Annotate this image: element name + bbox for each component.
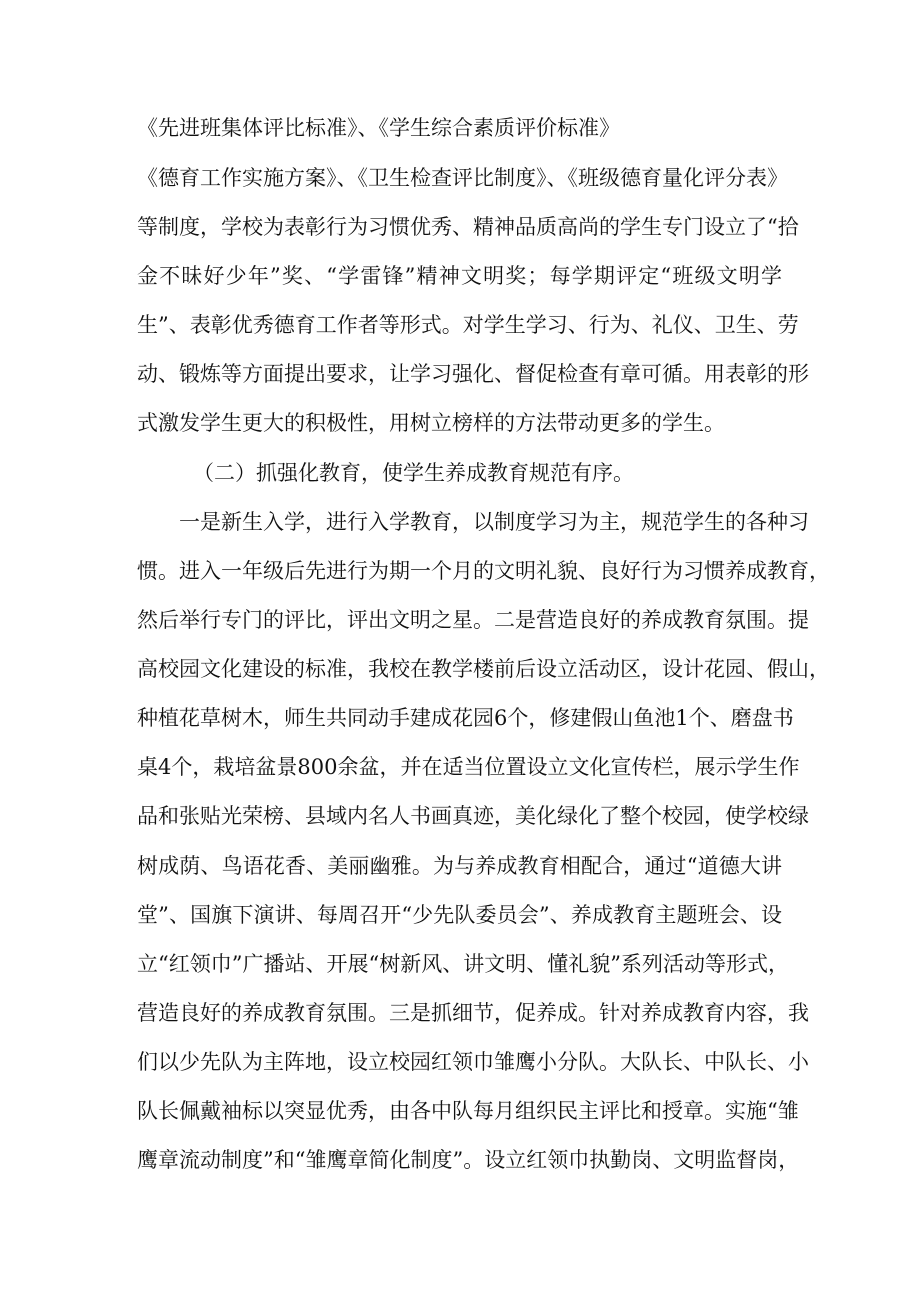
text-line-17: 堂”、国旗下演讲、每周召开“少先队委员会”、养成教育主题班会、设 [137,903,782,927]
text-line-1: 《先进班集体评比标准》、《学生综合素质评价标准》 [137,116,620,140]
text-line-9: 一是新生入学，进行入学教育，以制度学习为主，规范学生的各种习 [179,510,809,534]
text-line-3: 等制度，学校为表彰行为习惯优秀、精神品质高尚的学生专门设立了“拾 [137,215,799,239]
text-line-19: 营造良好的养成教育氛围。三是抓细节，促养成。针对养成教育内容，我 [137,1001,809,1025]
text-line-15: 品和张贴光荣榜、县域内名人书画真迹，美化绿化了整个校园，使学校绿 [137,804,809,828]
text-line-7: 式激发学生更大的积极性，用树立榜样的方法带动更多的学生。 [137,411,725,435]
text-line-11: 然后举行专门的评比，评出文明之星。二是营造良好的养成教育氛围。提 [137,608,809,632]
text-line-14: 桌4个，栽培盆景800余盆，并在适当位置设立文化宣传栏，展示学生作 [137,755,800,779]
text-line-13: 种植花草树木，师生共同动手建成花园6个，修建假山鱼池1个、磨盘书 [137,706,794,730]
text-line-4: 金不昧好少年”奖、“学雷锋”精神文明奖；每学期评定“班级文明学 [137,264,782,288]
text-line-10: 惯。进入一年级后先进行为期一个月的文明礼貌、良好行为习惯养成教育， [137,559,830,583]
text-line-21: 队长佩戴袖标以突显优秀，由各中队每月组织民主评比和授章。实施“雏 [137,1099,799,1123]
text-line-18: 立“红领巾”广播站、开展“树新风、讲文明、懂礼貌”系列活动等形式， [137,952,789,976]
text-line-5: 生”、表彰优秀德育工作者等形式。对学生学习、行为、礼仪、卫生、劳 [137,313,799,337]
text-line-20: 们以少先队为主阵地，设立校园红领巾雏鹰小分队。大队长、中队长、小 [137,1050,809,1074]
text-line-2: 《德育工作实施方案》、《卫生检查评比制度》、《班级德育量化评分表》 [137,166,788,190]
text-line-12: 高校园文化建设的标准，我校在教学楼前后设立活动区，设计花园、假山， [137,657,830,681]
text-line-6: 动、锻炼等方面提出要求，让学习强化、督促检查有章可循。用表彰的形 [137,362,809,386]
text-line-22: 鹰章流动制度”和“雏鹰章简化制度”。设立红领巾执勤岗、文明监督岗， [137,1148,800,1172]
section-heading: （二）抓强化教育，使学生养成教育规范有序。 [193,461,634,485]
text-line-16: 树成荫、鸟语花香、美丽幽雅。为与养成教育相配合，通过“道德大讲 [137,854,782,878]
